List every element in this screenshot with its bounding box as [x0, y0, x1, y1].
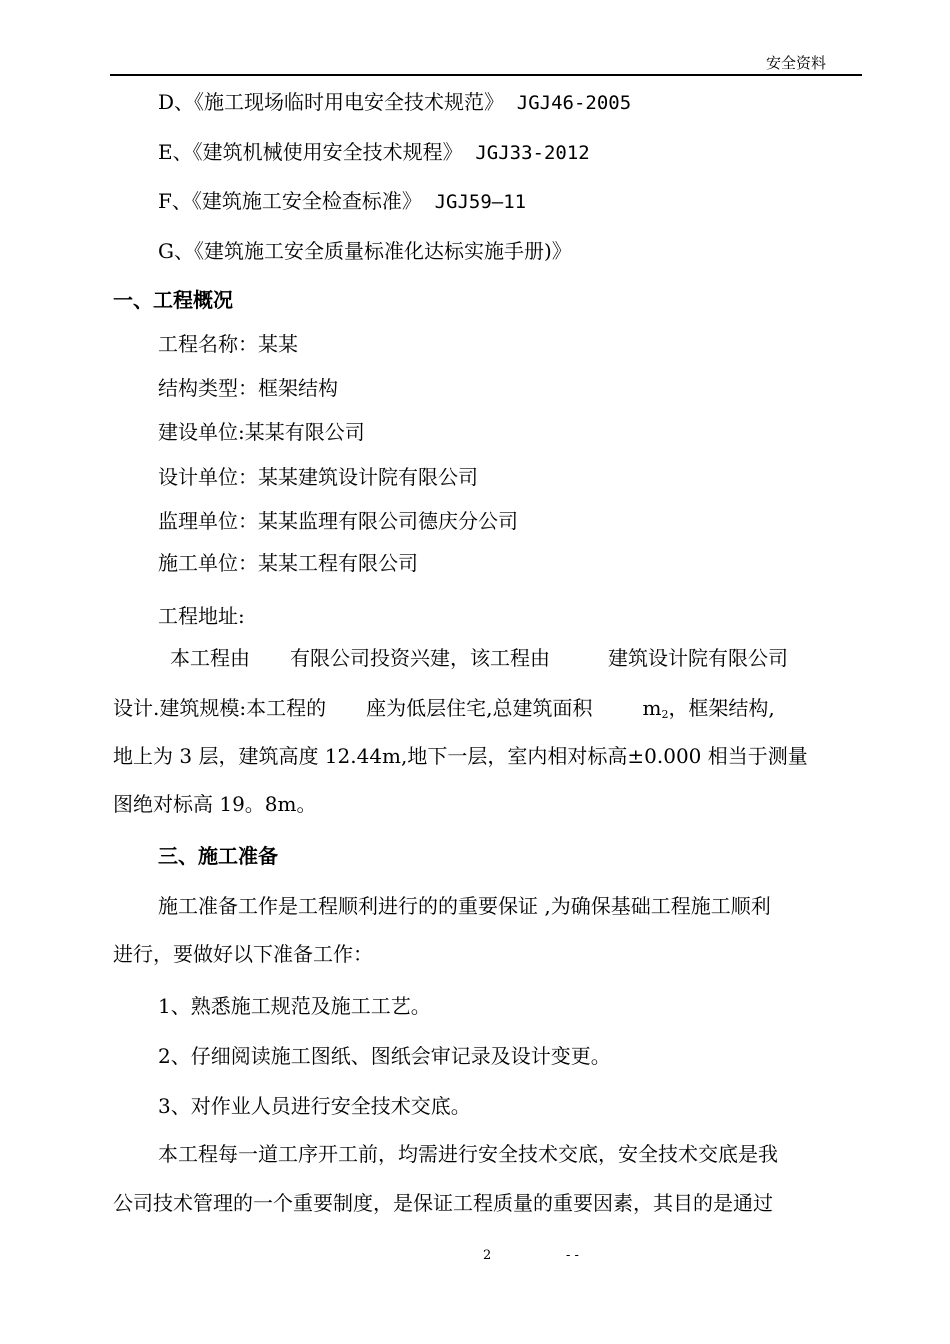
- reference-item: [158, 188, 526, 215]
- project-field: 结构类型：框架结构: [158, 376, 338, 400]
- reference-title: 《建筑机械使用安全技术规程》: [192, 140, 463, 164]
- text-segment: 有限公司投资兴建，该工程由: [290, 646, 550, 670]
- paragraph-line: 施工准备工作是工程顺利进行的的重要保证 ,为确保基础工程施工顺利: [158, 894, 771, 918]
- footer-marks: - -: [566, 1248, 579, 1263]
- paragraph-line: 进行，要做好以下准备工作：: [113, 942, 373, 966]
- reference-title: 《建筑施工安全质量标准化达标实施手册)》: [193, 239, 572, 263]
- section-heading-overview: 一、工程概况: [113, 288, 233, 312]
- project-field: 设计单位：某某建筑设计院有限公司: [158, 465, 478, 489]
- reference-item: [158, 139, 590, 166]
- project-field: 施工单位：某某工程有限公司: [158, 551, 418, 575]
- text-segment: 设计.建筑规模:本工程的: [113, 696, 327, 720]
- reference-prefix: F、: [158, 189, 192, 213]
- preparation-item: 1、熟悉施工规范及施工工艺。: [158, 994, 431, 1018]
- reference-title: 《建筑施工安全检查标准》: [191, 189, 422, 213]
- reference-prefix: E、: [158, 140, 193, 164]
- unit-subscript: 2: [661, 708, 669, 721]
- text-segment: 座为低层住宅,总建筑面积: [366, 696, 593, 720]
- paragraph-line: [170, 645, 858, 671]
- reference-item: [158, 89, 631, 116]
- project-field: 建设单位:某某有限公司: [158, 420, 365, 444]
- reference-item: [158, 238, 572, 264]
- text-segment: 建筑设计院有限公司: [608, 646, 788, 670]
- unit-text: m: [642, 696, 662, 720]
- reference-title: 《施工现场临时用电安全技术规范》: [194, 90, 505, 114]
- text-segment: ，框架结构,: [668, 696, 775, 720]
- paragraph-line: 地上为 3 层，建筑高度 12.44m,地下一层，室内相对标高±0.000 相当于测量: [113, 744, 808, 768]
- project-field: 监理单位：某某监理有限公司德庆分公司: [158, 509, 518, 533]
- reference-prefix: D、: [158, 90, 195, 114]
- reference-code: JGJ46-2005: [516, 92, 632, 114]
- preparation-item: 3、对作业人员进行安全技术交底。: [158, 1094, 471, 1118]
- paragraph-line: 公司技术管理的一个重要制度，是保证工程质量的重要因素，其目的是通过: [113, 1191, 773, 1215]
- project-field: 工程名称：某某: [158, 332, 298, 356]
- page-header-label: 安全资料: [766, 54, 827, 72]
- text-segment: 本工程由: [170, 646, 250, 670]
- project-field: 工程地址:: [158, 604, 245, 628]
- paragraph-line: 图绝对标高 19。8m。: [113, 792, 317, 816]
- reference-code: JGJ33-2012: [475, 142, 590, 164]
- paragraph-line: 本工程每一道工序开工前，均需进行安全技术交底，安全技术交底是我: [158, 1142, 778, 1166]
- reference-code: JGJ59—11: [434, 191, 527, 213]
- paragraph-line: [113, 695, 858, 728]
- section-heading-preparation: 三、施工准备: [158, 844, 278, 868]
- header-rule: [110, 74, 862, 76]
- preparation-item: 2、仔细阅读施工图纸、图纸会审记录及设计变更。: [158, 1044, 611, 1068]
- page-number: 2: [483, 1248, 492, 1263]
- reference-prefix: G、: [158, 239, 194, 263]
